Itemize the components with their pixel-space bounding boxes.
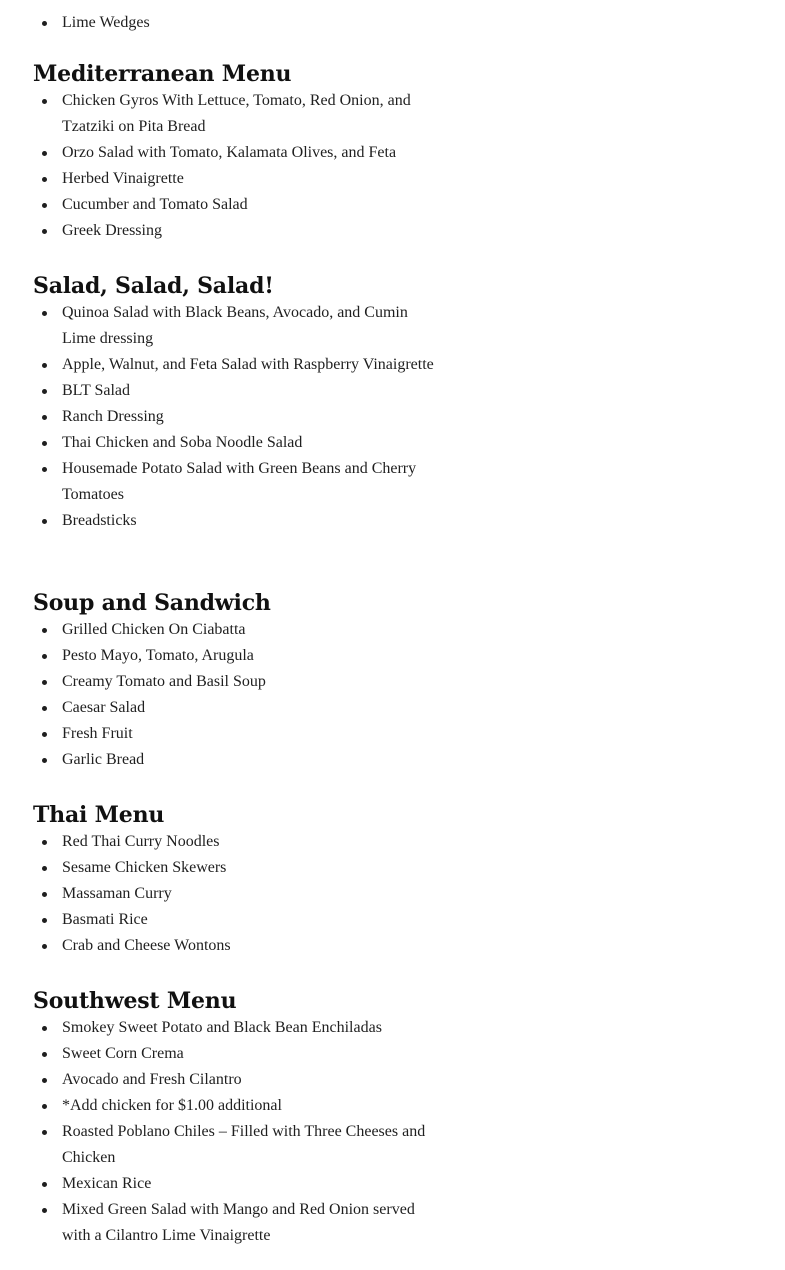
menu-list bbox=[0, 88, 437, 244]
list-item: Roasted Poblano Chiles – Filled with Three Cheeses and Chicken bbox=[62, 1119, 437, 1171]
list-item: Cucumber and Tomato Salad bbox=[62, 192, 437, 218]
section-title: Soup and Sandwich bbox=[33, 590, 271, 616]
list-item: Creamy Tomato and Basil Soup bbox=[62, 669, 437, 695]
list-item: BLT Salad bbox=[62, 378, 437, 404]
list-item: Chicken Gyros With Lettuce, Tomato, Red Onion, and Tzatziki on Pita Bread bbox=[62, 88, 437, 140]
section-mediterranean bbox=[0, 60, 785, 244]
list-item: Grilled Chicken On Ciabatta bbox=[62, 617, 437, 643]
list-item: Herbed Vinaigrette bbox=[62, 166, 437, 192]
list-item: *Add chicken for $1.00 additional bbox=[62, 1093, 437, 1119]
list-item: Caesar Salad bbox=[62, 695, 437, 721]
list-item: Pesto Mayo, Tomato, Arugula bbox=[62, 643, 437, 669]
list-item: Sweet Corn Crema bbox=[62, 1041, 437, 1067]
previous-menu-list bbox=[0, 0, 437, 36]
menu-list bbox=[0, 829, 437, 959]
section-title: Salad, Salad, Salad! bbox=[33, 273, 274, 299]
list-item: Smokey Sweet Potato and Black Bean Enchiladas bbox=[62, 1015, 437, 1041]
list-item: Orzo Salad with Tomato, Kalamata Olives, and Feta bbox=[62, 140, 437, 166]
menu-list bbox=[0, 300, 437, 534]
list-item: Quinoa Salad with Black Beans, Avocado, and Cumin Lime dressing bbox=[62, 300, 437, 352]
list-item: Lime Wedges bbox=[62, 10, 437, 36]
section-title: Southwest Menu bbox=[33, 988, 237, 1014]
list-item: Garlic Bread bbox=[62, 747, 437, 773]
list-item: Sesame Chicken Skewers bbox=[62, 855, 437, 881]
list-item: Ranch Dressing bbox=[62, 404, 437, 430]
list-item: Basmati Rice bbox=[62, 907, 437, 933]
menu-list bbox=[0, 617, 437, 773]
list-item: Crab and Cheese Wontons bbox=[62, 933, 437, 959]
section-thai bbox=[0, 801, 785, 959]
list-item: Massaman Curry bbox=[62, 881, 437, 907]
section-southwest bbox=[0, 987, 785, 1249]
list-item: Mexican Rice bbox=[62, 1171, 437, 1197]
list-item: Apple, Walnut, and Feta Salad with Raspberry Vinaigrette bbox=[62, 352, 437, 378]
list-item: Housemade Potato Salad with Green Beans and Cherry Tomatoes bbox=[62, 456, 437, 508]
section-soup-sandwich bbox=[0, 589, 785, 773]
list-item: Fresh Fruit bbox=[62, 721, 437, 747]
list-item: Avocado and Fresh Cilantro bbox=[62, 1067, 437, 1093]
section-salad bbox=[0, 272, 785, 534]
list-item: Thai Chicken and Soba Noodle Salad bbox=[62, 430, 437, 456]
section-title: Thai Menu bbox=[33, 802, 165, 828]
list-item: Red Thai Curry Noodles bbox=[62, 829, 437, 855]
list-item: Mixed Green Salad with Mango and Red Onion served with a Cilantro Lime Vinaigrette bbox=[62, 1197, 437, 1249]
menu-list bbox=[0, 1015, 437, 1249]
section-title: Mediterranean Menu bbox=[33, 61, 292, 87]
list-item: Greek Dressing bbox=[62, 218, 437, 244]
list-item: Breadsticks bbox=[62, 508, 437, 534]
